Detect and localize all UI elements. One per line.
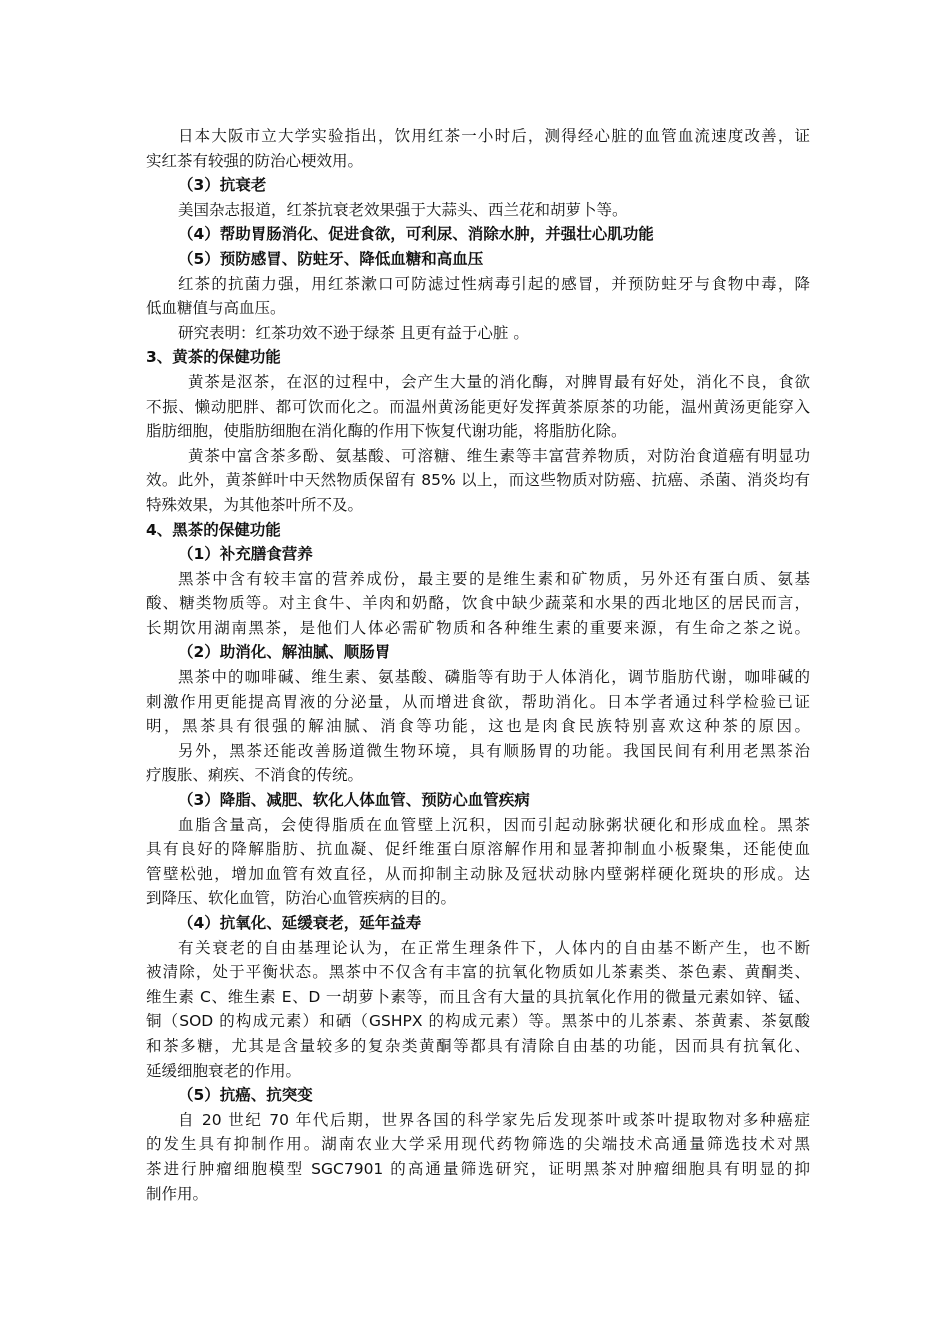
paragraph-line: 脂肪细胞，使脂肪细胞在消化酶的作用下恢复代谢功能，将脂肪化除。 xyxy=(146,422,627,441)
paragraph-line: 到降压、软化血管，防治心血管疾病的目的。 xyxy=(146,889,457,908)
paragraph-line: 长期饮用湖南黑茶，是他们人体必需矿物质和各种维生素的重要来源，有生命之茶之说。 xyxy=(146,618,810,637)
document-page xyxy=(146,124,810,1206)
paragraph-line: 刺激作用更能提高胃液的分泌量，从而增进食欲，帮助消化。日本学者通过科学检验已证 xyxy=(146,692,810,711)
subheading: （3）降脂、减肥、软化人体血管、预防心血管疾病 xyxy=(178,791,530,810)
paragraph-line: 有关衰老的自由基理论认为，在正常生理条件下，人体内的自由基不断产生，也不断 xyxy=(178,938,810,957)
paragraph-line: 具有良好的降解脂肪、抗血凝、促纤维蛋白原溶解作用和显著抑制血小板聚集，还能使血 xyxy=(146,840,810,859)
paragraph-line: 铜（SOD 的构成元素）和硒（GSHPX 的构成元素）等。黑茶中的儿茶素、茶黄素、茶氨酸 xyxy=(146,1012,810,1031)
subheading: （4）抗氧化、延缓衰老，延年益寿 xyxy=(178,914,422,932)
paragraph-line: 黄茶中富含茶多酚、氨基酸、可溶糖、维生素等丰富营养物质，对防治食道癌有明显功 xyxy=(188,446,810,465)
section-heading: 4、黑茶的保健功能 xyxy=(146,520,281,539)
paragraph-line: 管壁松弛，增加血管有效直径，从而抑制主动脉及冠状动脉内壁粥样硬化斑块的形成。达 xyxy=(146,864,810,883)
paragraph-line: 不振、懒动肥胖、都可饮而化之。而温州黄汤能更好发挥黄茶原茶的功能，温州黄汤更能穿入 xyxy=(146,397,810,416)
paragraph-line: 延缓细胞衰老的作用。 xyxy=(146,1061,302,1080)
paragraph-line: 维生素 C、维生素 E、D 一胡萝卜素等，而且含有大量的具抗氧化作用的微量元素如锌、锰、 xyxy=(146,987,810,1006)
paragraph-line: 黄茶是沤茶，在沤的过程中，会产生大量的消化酶，对脾胃最有好处，消化不良，食欲 xyxy=(188,372,810,391)
subheading: （3）抗衰老 xyxy=(178,176,267,195)
paragraph-line: 制作用。 xyxy=(146,1184,209,1203)
paragraph-line: 血脂含量高，会使得脂质在血管壁上沉积，因而引起动脉粥状硬化和形成血栓。黑茶 xyxy=(178,815,810,834)
paragraph-line: 自 20 世纪 70 年代后期，世界各国的科学家先后发现茶叶或茶叶提取物对多种癌症 xyxy=(178,1110,810,1129)
paragraph-line: 疗腹胀、痢疾、不消食的传统。 xyxy=(146,766,364,785)
paragraph-line: 另外，黑茶还能改善肠道微生物环境，具有顺肠胃的功能。我国民间有利用老黑茶治 xyxy=(178,741,810,760)
subheading: （4）帮助胃肠消化、促进食欲，可利尿、消除水肿，并强壮心肌功能 xyxy=(178,225,654,244)
paragraph-line: 效。此外，黄茶鲜叶中天然物质保留有 85% 以上，而这些物质对防癌、抗癌、杀菌、消炎均有 xyxy=(146,471,810,490)
paragraph-line: 红茶的抗菌力强，用红茶漱口可防滤过性病毒引起的感冒，并预防蛀牙与食物中毒，降 xyxy=(178,274,810,293)
paragraph-line: 日本大阪市立大学实验指出，饮用红茶一小时后，测得经心脏的血管血流速度改善，证 xyxy=(178,127,810,145)
section-heading: 3、黄茶的保健功能 xyxy=(146,348,281,367)
paragraph-line: 研究表明：红茶功效不逊于绿茶 且更有益于心脏 。 xyxy=(178,323,529,342)
paragraph-line: 茶进行肿瘤细胞模型 SGC7901 的高通量筛选研究，证明黑茶对肿瘤细胞具有明显的抑 xyxy=(146,1159,810,1178)
subheading: （5）预防感冒、防蛀牙、降低血糖和高血压 xyxy=(178,249,484,268)
paragraph-line: 被清除，处于平衡状态。黑茶中不仅含有丰富的抗氧化物质如儿茶素类、茶色素、黄酮类、 xyxy=(146,963,810,982)
paragraph-line: 的发生具有抑制作用。湖南农业大学采用现代药物筛选的尖端技术高通量筛选技术对黑 xyxy=(146,1135,810,1154)
paragraph-line: 实红茶有较强的防治心梗效用。 xyxy=(146,151,364,170)
subheading: （1）补充膳食营养 xyxy=(178,545,313,564)
paragraph-line: 特殊效果，为其他茶叶所不及。 xyxy=(146,495,364,514)
paragraph-line: 酸、糖类物质等。对主食牛、羊肉和奶酪，饮食中缺少蔬菜和水果的西北地区的居民而言， xyxy=(146,594,810,613)
paragraph-line: 黑茶中的咖啡碱、维生素、氨基酸、磷脂等有助于人体消化，调节脂肪代谢，咖啡碱的 xyxy=(178,668,810,687)
paragraph-line: 美国杂志报道，红茶抗衰老效果强于大蒜头、西兰花和胡萝卜等。 xyxy=(178,200,628,219)
paragraph-line: 明，黑茶具有很强的解油腻、消食等功能，这也是肉食民族特别喜欢这种茶的原因。 xyxy=(146,717,810,736)
paragraph-line: 黑茶中含有较丰富的营养成份，最主要的是维生素和矿物质，另外还有蛋白质、氨基 xyxy=(178,569,810,588)
paragraph-line: 低血糖值与高血压。 xyxy=(146,299,286,318)
subheading: （2）助消化、解油腻、顺肠胃 xyxy=(178,643,391,662)
paragraph-line: 和茶多糖，尤其是含量较多的复杂类黄酮等都具有清除自由基的功能，因而具有抗氧化、 xyxy=(146,1036,810,1055)
subheading: （5）抗癌、抗突变 xyxy=(178,1086,313,1105)
